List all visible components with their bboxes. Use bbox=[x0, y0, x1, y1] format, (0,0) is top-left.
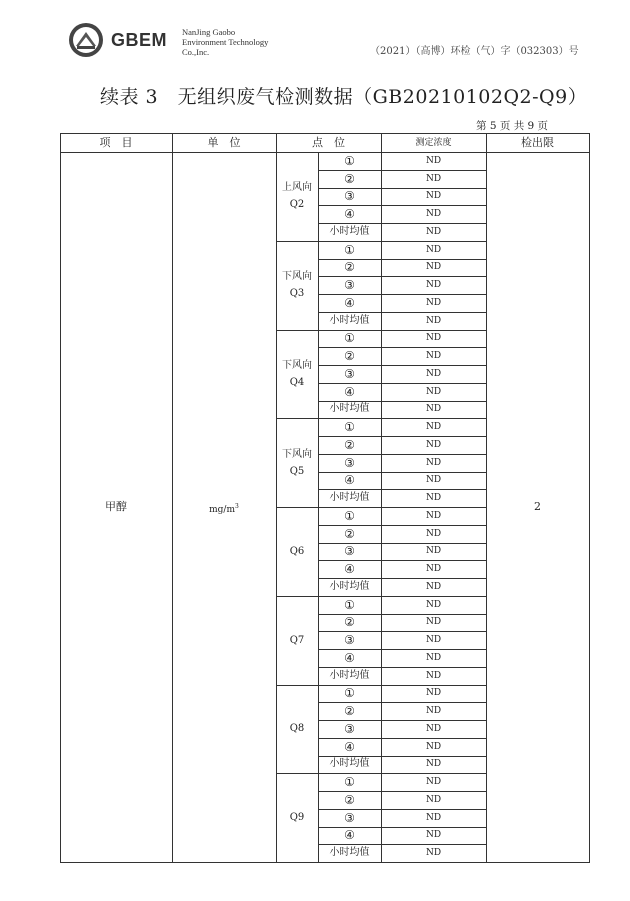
sample-label: ③ bbox=[344, 721, 355, 736]
concentration-value: ND bbox=[425, 652, 442, 663]
page-indicator: 第 5 页 共 9 页 bbox=[476, 120, 549, 132]
location-code: Q4 bbox=[289, 376, 305, 388]
sample-label: 小时均值 bbox=[329, 314, 370, 326]
table-rule bbox=[276, 133, 277, 862]
sample-label: ② bbox=[344, 171, 355, 186]
concentration-value: ND bbox=[425, 351, 442, 362]
concentration-value: ND bbox=[425, 209, 442, 220]
sample-label: ① bbox=[344, 508, 355, 523]
concentration-value: ND bbox=[425, 688, 442, 699]
table-rule bbox=[318, 259, 486, 260]
table-rule bbox=[60, 152, 589, 153]
table-rule bbox=[318, 188, 486, 189]
concentration-value: ND bbox=[425, 723, 442, 734]
brand-name: GBEM bbox=[111, 30, 167, 50]
concentration-value: ND bbox=[425, 546, 442, 557]
sample-label: ① bbox=[344, 775, 355, 790]
table-rule bbox=[318, 454, 486, 455]
location-label bbox=[276, 446, 318, 480]
concentration-value: ND bbox=[425, 741, 442, 752]
table-rule bbox=[318, 223, 486, 224]
sample-label: ③ bbox=[344, 455, 355, 470]
sample-label: ③ bbox=[344, 810, 355, 825]
concentration-value: ND bbox=[425, 670, 442, 681]
unit-superscript: 3 bbox=[235, 503, 239, 510]
sample-label: 小时均值 bbox=[329, 225, 370, 237]
location-label bbox=[276, 357, 318, 391]
location-code: Q5 bbox=[289, 465, 305, 477]
location-label bbox=[276, 809, 318, 826]
table-rule bbox=[318, 649, 486, 650]
table-rule bbox=[318, 383, 486, 384]
concentration-value: ND bbox=[425, 244, 442, 255]
column-header-unit: 单 位 bbox=[207, 135, 241, 149]
location-label bbox=[276, 543, 318, 560]
concentration-value: ND bbox=[425, 155, 442, 166]
sample-label: 小时均值 bbox=[329, 847, 370, 859]
concentration-value: ND bbox=[425, 262, 442, 273]
concentration-value: ND bbox=[425, 191, 442, 202]
table-rule bbox=[318, 614, 486, 615]
concentration-value: ND bbox=[425, 315, 442, 326]
sample-label: ② bbox=[344, 704, 355, 719]
location-label bbox=[276, 720, 318, 737]
location-label bbox=[276, 268, 318, 302]
sample-label: ③ bbox=[344, 278, 355, 293]
concentration-value: ND bbox=[425, 528, 442, 539]
concentration-value: ND bbox=[425, 226, 442, 237]
concentration-value: ND bbox=[425, 457, 442, 468]
concentration-value: ND bbox=[425, 564, 442, 575]
sample-label: ④ bbox=[344, 473, 355, 488]
location-name: 下风向 bbox=[282, 448, 312, 460]
concentration-value: ND bbox=[425, 777, 442, 788]
sample-label: ③ bbox=[344, 544, 355, 559]
sample-label: 小时均值 bbox=[329, 403, 370, 415]
sample-label: ① bbox=[344, 242, 355, 257]
location-code: Q7 bbox=[289, 634, 305, 646]
table-rule bbox=[318, 365, 486, 366]
table-rule bbox=[276, 418, 486, 419]
table-rule bbox=[276, 773, 486, 774]
concentration-value: ND bbox=[425, 493, 442, 504]
concentration-value: ND bbox=[425, 794, 442, 805]
concentration-value: ND bbox=[425, 333, 442, 344]
location-name: 上风向 bbox=[282, 182, 312, 194]
concentration-value: ND bbox=[425, 297, 442, 308]
column-header-concentration: 测定浓度 bbox=[415, 137, 452, 148]
table-rule bbox=[276, 241, 486, 242]
column-header-point: 点 位 bbox=[312, 135, 345, 149]
sample-label: ② bbox=[344, 349, 355, 364]
sample-label: ④ bbox=[344, 828, 355, 843]
sample-label: ① bbox=[344, 597, 355, 612]
location-code: Q8 bbox=[289, 723, 305, 735]
sample-label: ② bbox=[344, 792, 355, 807]
page-title: 续表 3 无组织废气检测数据（GB20210102Q2-Q9） bbox=[100, 86, 588, 108]
table-rule bbox=[318, 844, 486, 845]
location-code: Q3 bbox=[289, 288, 305, 300]
concentration-value: ND bbox=[425, 368, 442, 379]
concentration-value: ND bbox=[425, 848, 442, 859]
table-rule bbox=[318, 294, 486, 295]
location-code: Q9 bbox=[289, 812, 305, 824]
table-rule bbox=[318, 205, 486, 206]
sample-label: ① bbox=[344, 153, 355, 168]
company-line: NanJing Gaobo bbox=[182, 27, 236, 37]
location-name: 下风向 bbox=[282, 271, 312, 283]
table-rule bbox=[318, 525, 486, 526]
table-rule bbox=[318, 312, 486, 313]
table-rule bbox=[318, 756, 486, 757]
sample-label: ④ bbox=[344, 650, 355, 665]
sample-label: ③ bbox=[344, 633, 355, 648]
sample-label: ② bbox=[344, 526, 355, 541]
table-rule bbox=[589, 133, 590, 862]
concentration-value: ND bbox=[425, 280, 442, 291]
table-rule bbox=[318, 738, 486, 739]
table-rule bbox=[318, 436, 486, 437]
location-label bbox=[276, 179, 318, 213]
sample-label: 小时均值 bbox=[329, 492, 370, 504]
table-rule bbox=[318, 702, 486, 703]
sample-label: ① bbox=[344, 686, 355, 701]
table-rule bbox=[318, 489, 486, 490]
table-rule bbox=[60, 133, 589, 134]
sample-label: ② bbox=[344, 615, 355, 630]
table-rule bbox=[60, 133, 61, 862]
concentration-value: ND bbox=[425, 404, 442, 415]
concentration-value: ND bbox=[425, 759, 442, 770]
concentration-value: ND bbox=[425, 706, 442, 717]
location-code: Q6 bbox=[289, 545, 305, 557]
document-number: （2021）（高博）环检（气）字（032303）号 bbox=[370, 46, 579, 57]
table-rule bbox=[60, 862, 590, 863]
company-logo-icon bbox=[68, 22, 104, 58]
concentration-value: ND bbox=[425, 830, 442, 841]
table-rule bbox=[318, 827, 486, 828]
sample-label: ④ bbox=[344, 295, 355, 310]
concentration-value: ND bbox=[425, 581, 442, 592]
sample-label: 小时均值 bbox=[329, 580, 370, 592]
column-header-item: 项 目 bbox=[99, 135, 133, 149]
table-rule bbox=[318, 720, 486, 721]
table-rule bbox=[318, 560, 486, 561]
sample-label: 小时均值 bbox=[329, 669, 370, 681]
concentration-value: ND bbox=[425, 510, 442, 521]
sample-label: ① bbox=[344, 420, 355, 435]
concentration-value: ND bbox=[425, 386, 442, 397]
table-rule bbox=[318, 401, 486, 402]
sample-label: ④ bbox=[344, 207, 355, 222]
table-rule bbox=[318, 631, 486, 632]
concentration-value: ND bbox=[425, 617, 442, 628]
detection-limit: 2 bbox=[534, 500, 541, 513]
concentration-value: ND bbox=[425, 812, 442, 823]
location-name: 下风向 bbox=[282, 359, 312, 371]
table-rule bbox=[318, 472, 486, 473]
table-rule bbox=[318, 809, 486, 810]
sample-label: ② bbox=[344, 260, 355, 275]
sample-label: ④ bbox=[344, 384, 355, 399]
table-rule bbox=[276, 507, 486, 508]
table-rule bbox=[318, 667, 486, 668]
item-name: 甲醇 bbox=[105, 500, 127, 513]
concentration-value: ND bbox=[425, 635, 442, 646]
column-header-limit: 检出限 bbox=[521, 135, 554, 149]
table-rule bbox=[318, 276, 486, 277]
sample-label: ③ bbox=[344, 366, 355, 381]
unit-value: $mg/m^3$ bbox=[209, 503, 239, 515]
table-rule bbox=[318, 578, 486, 579]
company-line: Environment Technology bbox=[182, 37, 269, 47]
table-rule bbox=[276, 596, 486, 597]
sample-label: ④ bbox=[344, 562, 355, 577]
concentration-value: ND bbox=[425, 173, 442, 184]
table-rule bbox=[276, 330, 486, 331]
table-rule bbox=[318, 347, 486, 348]
table-rule bbox=[276, 685, 486, 686]
table-rule bbox=[172, 133, 173, 862]
table-rule bbox=[318, 791, 486, 792]
table-rule bbox=[318, 170, 486, 171]
concentration-value: ND bbox=[425, 439, 442, 450]
table-rule bbox=[486, 133, 487, 862]
company-line: Co.,Inc. bbox=[182, 47, 210, 57]
location-label bbox=[276, 632, 318, 649]
concentration-value: ND bbox=[425, 475, 442, 486]
concentration-value: ND bbox=[425, 422, 442, 433]
sample-label: ② bbox=[344, 437, 355, 452]
table-rule bbox=[318, 543, 486, 544]
sample-label: ③ bbox=[344, 189, 355, 204]
sample-label: 小时均值 bbox=[329, 758, 370, 770]
company-name bbox=[182, 27, 268, 57]
location-code: Q2 bbox=[289, 199, 305, 211]
sample-label: ④ bbox=[344, 739, 355, 754]
concentration-value: ND bbox=[425, 599, 442, 610]
sample-label: ① bbox=[344, 331, 355, 346]
